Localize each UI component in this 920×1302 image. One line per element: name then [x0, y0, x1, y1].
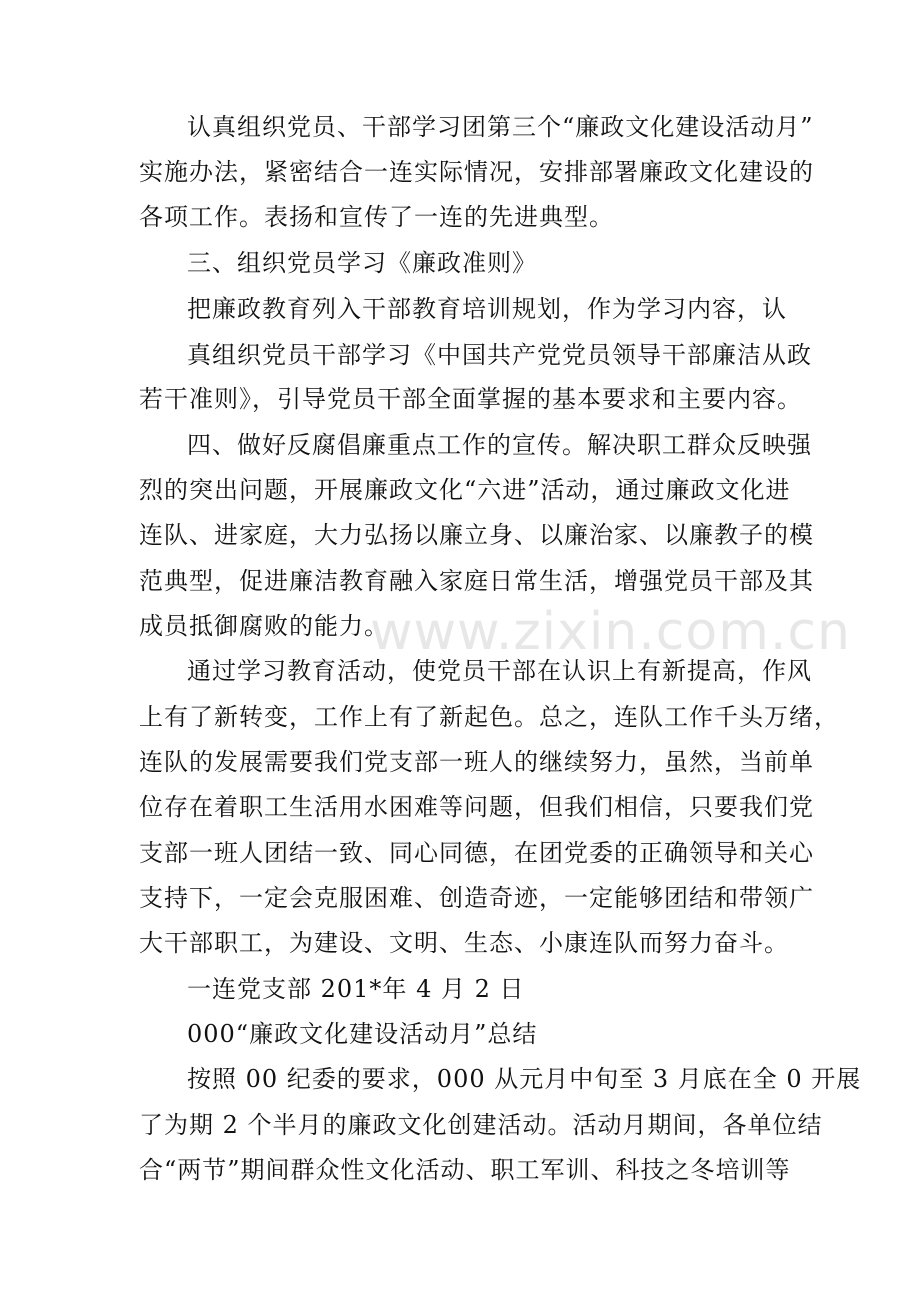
- document-title: 000“廉政文化建设活动月”总结: [187, 1020, 538, 1048]
- paragraph-line: 若干准则》，引导党员干部全面掌握的基本要求和主要内容。: [139, 385, 802, 413]
- paragraph-line: 连队、进家庭，大力弘扬以廉立身、以廉治家、以廉教子的模: [139, 521, 814, 549]
- paragraph-line: 真组织党员干部学习《中国共产党党员领导干部廉洁从政: [187, 341, 812, 369]
- paragraph-line: 成员抵御腐败的能力。: [139, 612, 389, 640]
- paragraph-line: 范典型，促进廉洁教育融入家庭日常生活，增强党员干部及其: [139, 567, 814, 595]
- section-heading: 四、做好反腐倡廉重点工作的宣传。解决职工群众反映强: [187, 431, 812, 459]
- paragraph-line: 支部一班人团结一致、同心同德，在团党委的正确领导和关心: [139, 839, 814, 867]
- paragraph-line: 合“两节”期间群众性文化活动、职工军训、科技之冬培训等: [139, 1156, 791, 1184]
- paragraph-line: 认真组织党员、干部学习团第三个“廉政文化建设活动月”: [187, 113, 814, 141]
- signature-date: 一连党支部 201*年 4 月 2 日: [187, 975, 525, 1003]
- paragraph-line: 大干部职工，为建设、文明、生态、小康连队而努力奋斗。: [139, 929, 789, 957]
- section-heading: 三、组织党员学习《廉政准则》: [187, 249, 537, 277]
- paragraph-line: 上有了新转变，工作上有了新起色。总之，连队工作千头万绪，: [139, 703, 839, 731]
- paragraph-line: 支持下，一定会克服困难、创造奇迹，一定能够团结和带领广: [139, 884, 814, 912]
- paragraph-line: 位存在着职工生活用水困难等问题，但我们相信，只要我们党: [139, 793, 814, 821]
- paragraph-line: 连队的发展需要我们党支部一班人的继续努力，虽然，当前单: [139, 748, 814, 776]
- paragraph-line: 实施办法，紧密结合一连实际情况，安排部署廉政文化建设的: [139, 158, 814, 186]
- paragraph-line: 把廉政教育列入干部教育培训规划，作为学习内容，认: [187, 295, 787, 323]
- watermark: www.zixin.com.cn: [370, 602, 851, 662]
- paragraph-line: 了为期 2 个半月的廉政文化创建活动。活动月期间，各单位结: [139, 1111, 823, 1139]
- paragraph-line: 烈的突出问题，开展廉政文化“六进”活动，通过廉政文化进: [139, 476, 791, 504]
- paragraph-line: 通过学习教育活动，使党员干部在认识上有新提高，作风: [187, 657, 812, 685]
- paragraph-line: 各项工作。表扬和宣传了一连的先进典型。: [139, 203, 614, 231]
- paragraph-line: 按照 00 纪委的要求，000 从元月中旬至 3 月底在全 0 开展: [187, 1065, 862, 1093]
